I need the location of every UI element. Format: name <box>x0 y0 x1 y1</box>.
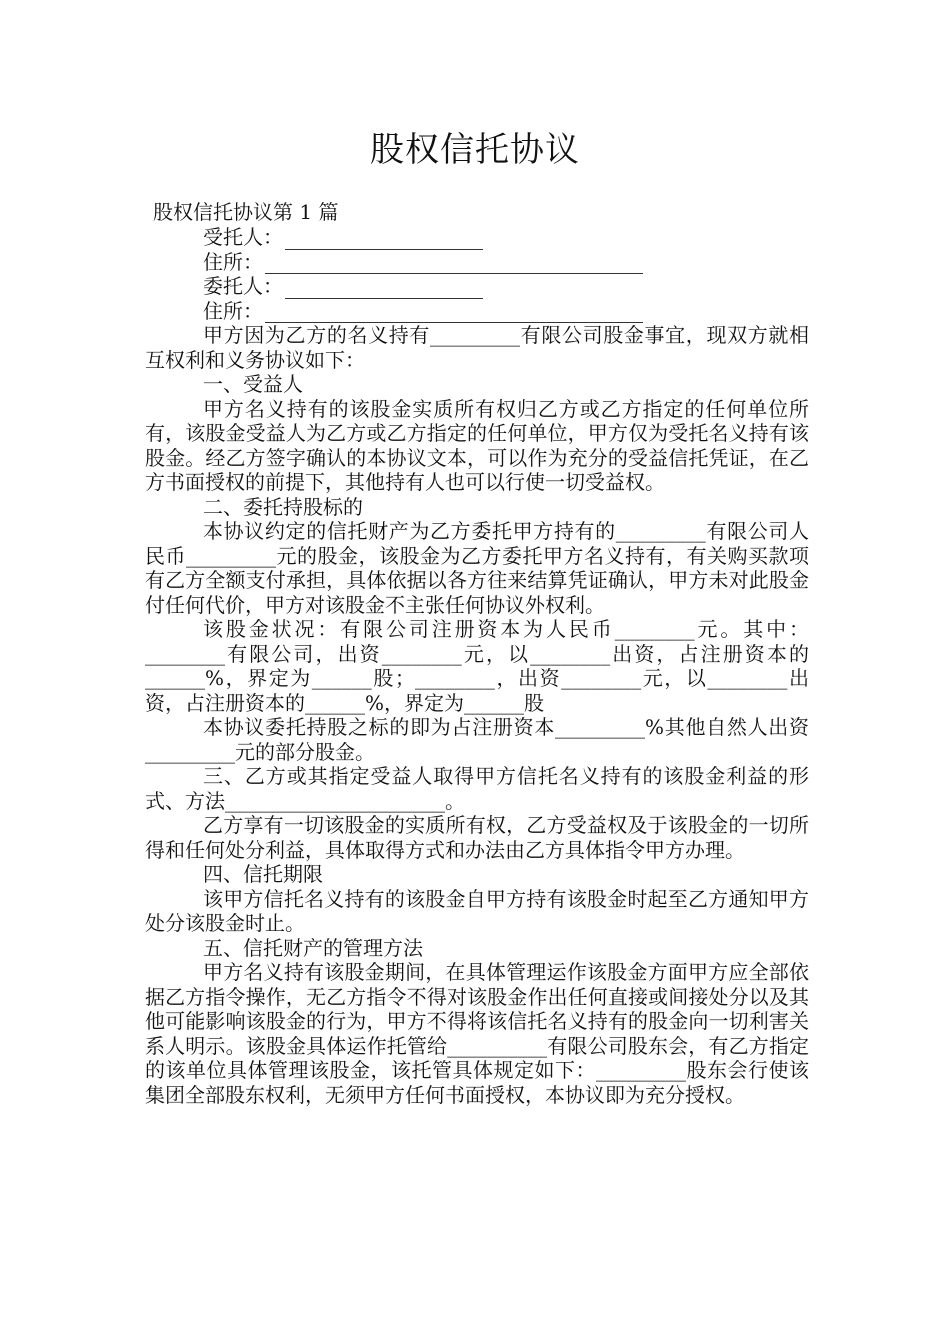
ownership-paragraph: 乙方享有一切该股金的实质所有权，乙方受益权及于该股金的一切所得和任何处分利益，具体取得方式和办法由乙方具体指令甲方办理。 <box>145 813 809 862</box>
trustor-address-blank <box>265 305 643 323</box>
trustor-field <box>203 274 643 299</box>
section-heading-benefit-method: 三、乙方或其指定受益人取得甲方信托名义持有的该股金利益的形式、方法______________________。 <box>145 764 809 813</box>
trustee-field <box>203 225 643 250</box>
trustee-label: 受托人： <box>203 225 283 249</box>
beneficiary-paragraph: 甲方名义持有的该股金实质所有权归乙方或乙方指定的任何单位所有，该股金受益人为乙方或乙方指定的任何单位，甲方仅为受托名义持有该股金。经乙方签字确认的本协议文本，可以作为充分的受益信托凭证，在乙方书面授权的前提下，其他持有人也可以行使一切受益权。 <box>145 396 809 494</box>
section-heading-subject: 二、委托持股标的 <box>203 494 363 519</box>
trustor-label: 委托人： <box>203 274 283 298</box>
trustor-blank <box>285 281 483 299</box>
trustee-address-field <box>203 250 643 275</box>
trustee-blank <box>285 232 483 250</box>
trustee-address-label: 住所： <box>203 249 263 274</box>
trustor-address-field <box>203 299 643 324</box>
agreement-body <box>145 323 809 1107</box>
term-paragraph: 该甲方信托名义持有的该股金自甲方持有该股金时起至乙方通知甲方处分该股金时止。 <box>145 886 809 935</box>
section-heading-term: 四、信托期限 <box>203 862 323 886</box>
management-paragraph: 甲方名义持有该股金期间，在具体管理运作该股金方面甲方应全部依据乙方指令操作，无乙方指令不得对该股金作出任何直接或间接处分以及其他可能影响该股金的行为，甲方不得将该信托名义持有的股金向一切利害关系人明示。该股金具体运作托管给__________有限公司股东会，有乙方指定的该单位具体管理该股金，该托管具体规定如下：_________股东会行使该集团全部股东权利，无须甲方任何书面授权，本协议即为充分授权。 <box>145 960 809 1107</box>
section-heading-beneficiary: 一、受益人 <box>203 372 303 396</box>
equity-status-paragraph: 该股金状况：有限公司注册资本为人民币________元。其中：________有限公司，出资________元，以________出资，占注册资本的______%，界定为______股；________，出资________元，以________出资，占注册资本的______%，界定为______股 <box>145 617 809 715</box>
trustor-address-label: 住所： <box>203 298 263 323</box>
document-subtitle: 股权信托协议第 1 篇 <box>153 200 339 224</box>
party-fields <box>203 225 643 323</box>
intro-paragraph: 甲方因为乙方的名义持有_________有限公司股金事宜，现双方就相互权利和义务协议如下： <box>145 323 809 372</box>
section-heading-management: 五、信托财产的管理方法 <box>203 935 423 960</box>
document-title: 股权信托协议 <box>370 130 580 170</box>
subject-paragraph: 本协议约定的信托财产为乙方委托甲方持有的_________有限公司人民币_________元的股金，该股金为乙方委托甲方名义持有，有关购买款项有乙方全额支付承担，具体依据以各方往来结算凭证确认，甲方未对此股金付任何代价，甲方对该股金不主张任何协议外权利。 <box>145 519 809 617</box>
trustee-address-blank <box>265 256 643 274</box>
subject-scope-paragraph: 本协议委托持股之标的即为占注册资本_________%其他自然人出资_________元的部分股金。 <box>145 715 809 764</box>
